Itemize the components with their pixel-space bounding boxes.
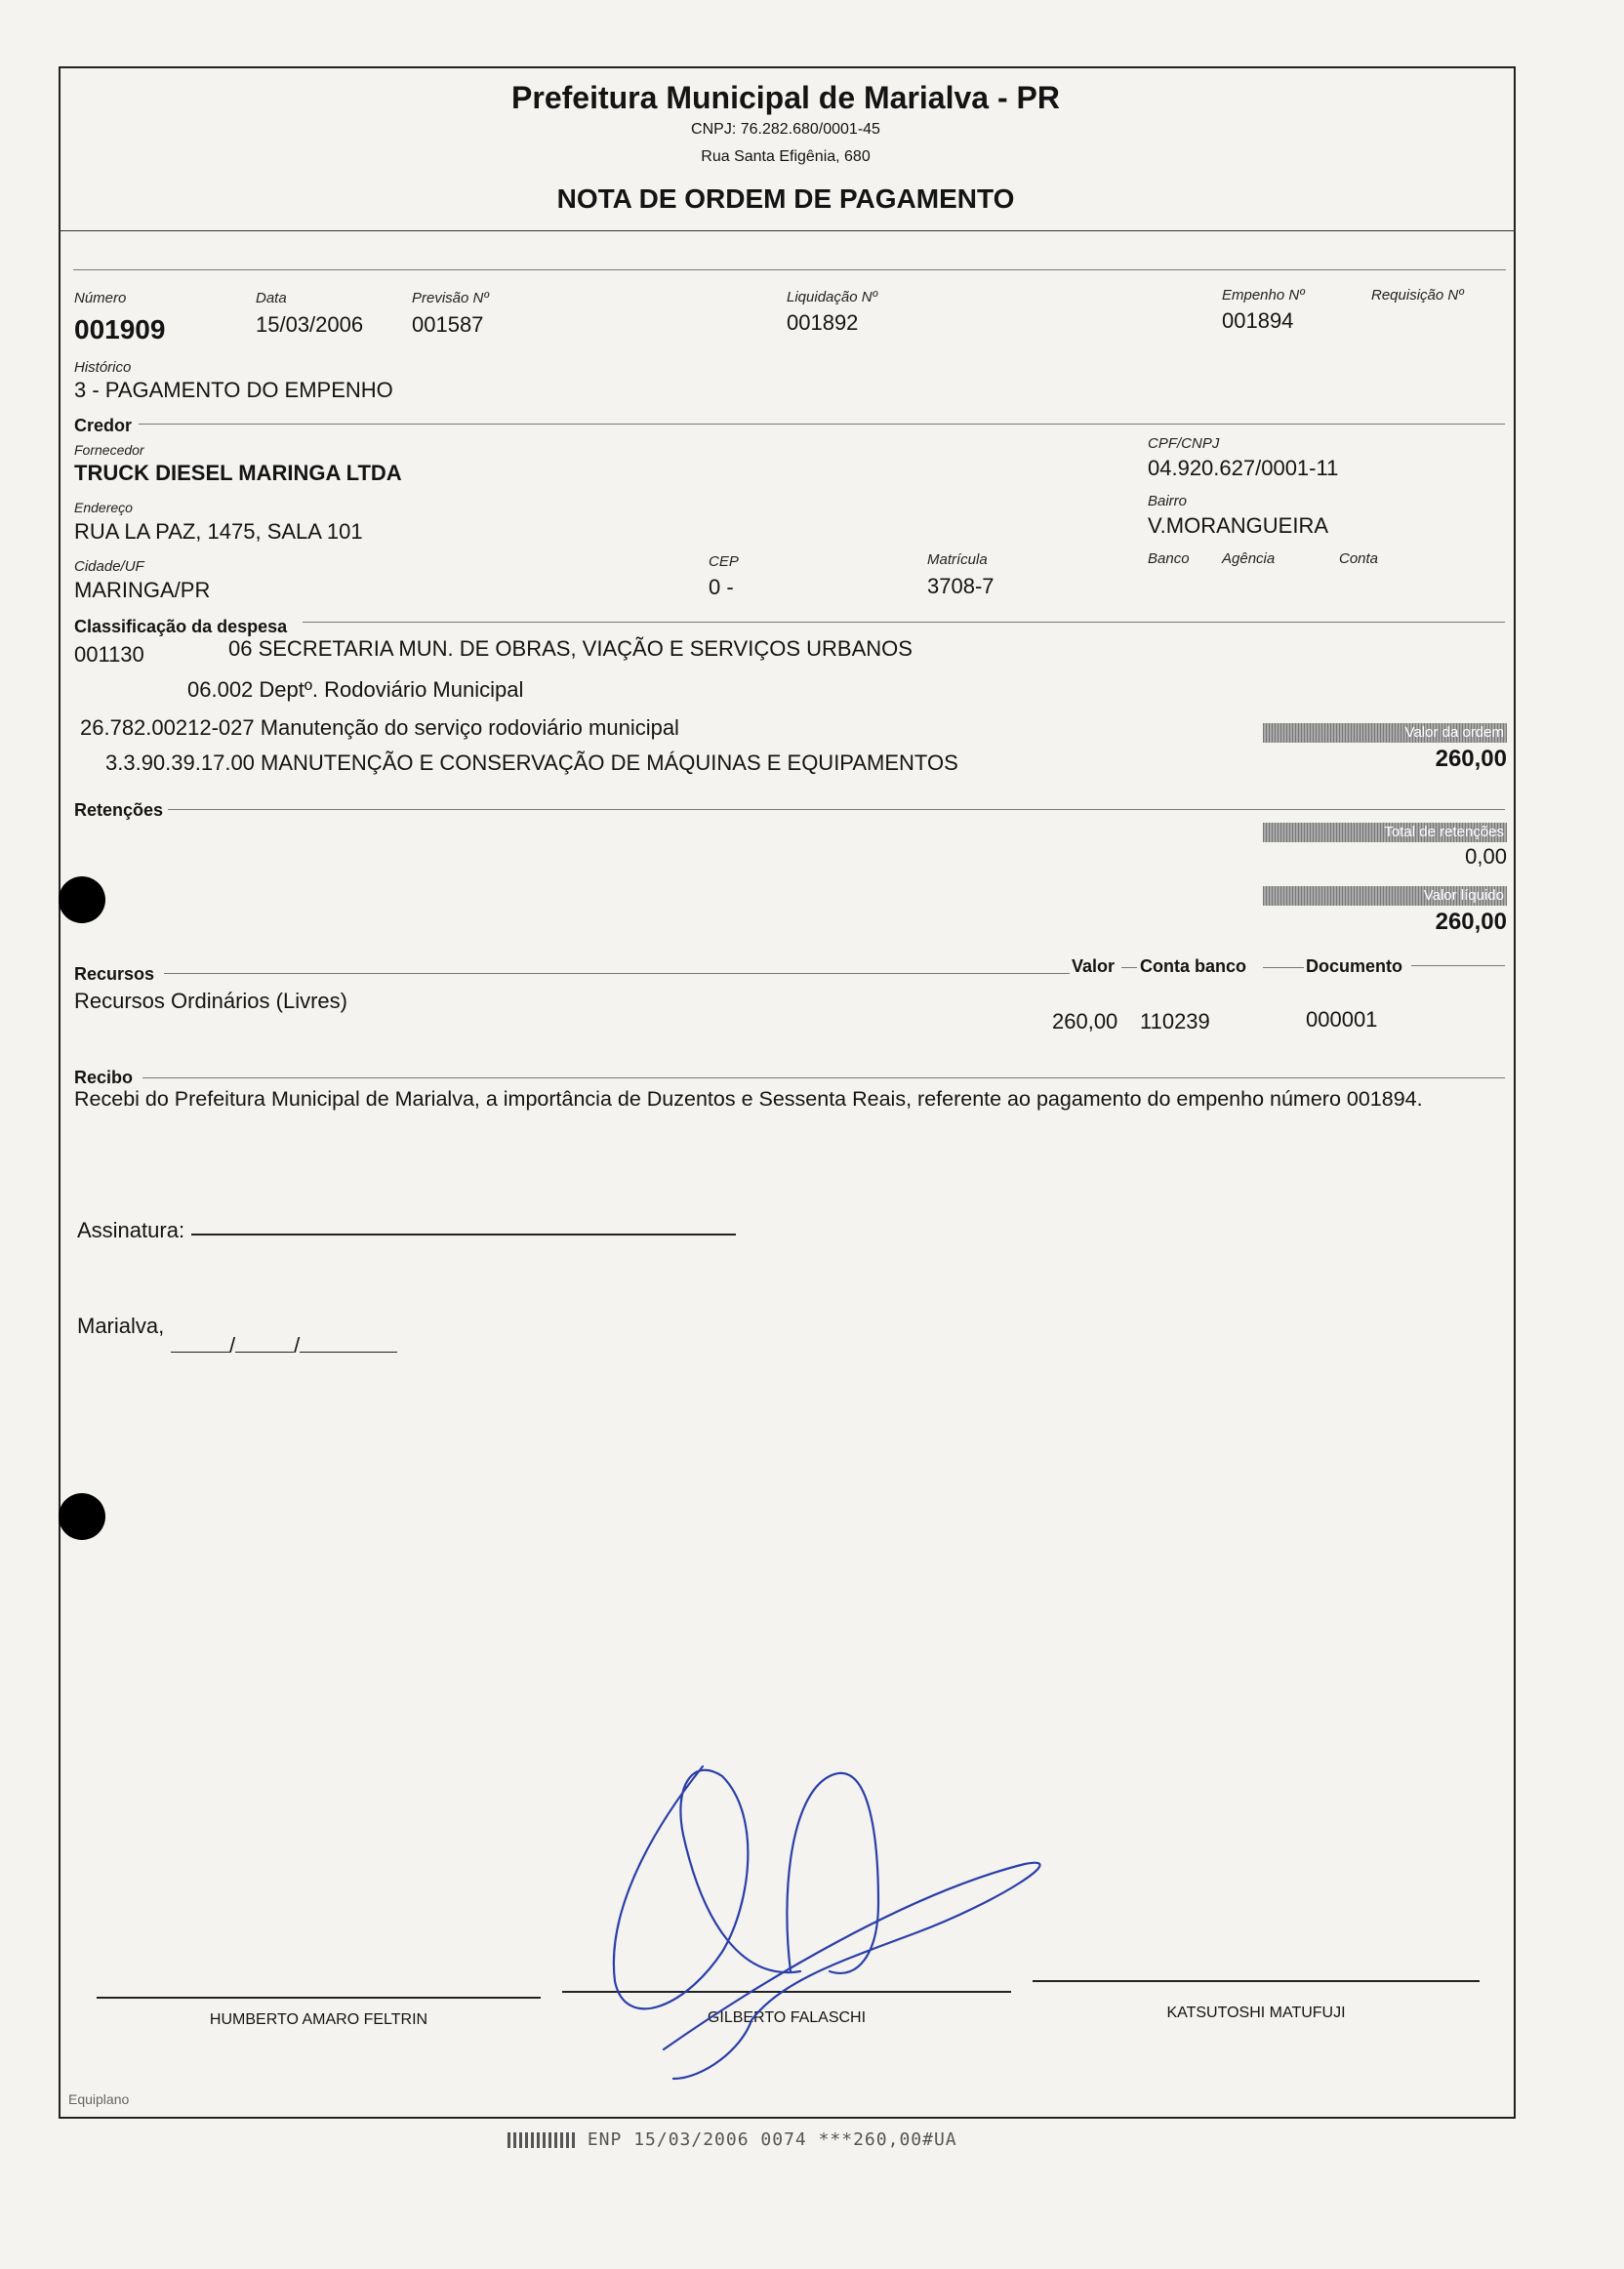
signatory-2-name: GILBERTO FALASCHI — [707, 2009, 867, 2026]
data-label: Data — [256, 290, 287, 306]
stamp-mark — [508, 2132, 576, 2148]
recursos-documento: 000001 — [1306, 1007, 1378, 1032]
valor-liquido-label: Valor líquido — [1263, 886, 1507, 906]
signatory-1-name: HUMBERTO AMARO FELTRIN — [209, 2011, 428, 2028]
document-title: NOTA DE ORDEM DE PAGAMENTO — [556, 183, 1015, 214]
recursos-conta-label: Conta banco — [1140, 956, 1247, 976]
matricula-label: Matrícula — [927, 551, 988, 568]
recursos-divider — [1121, 967, 1137, 968]
credor-divider — [139, 424, 1505, 425]
numero-label: Número — [74, 290, 127, 306]
software-footer: Equiplano — [68, 2091, 130, 2107]
bank-stamp — [508, 2129, 1113, 2150]
liquidacao-label: Liquidação Nº — [787, 289, 878, 305]
liquidacao-value: 001892 — [787, 310, 859, 335]
fields-divider — [73, 269, 1506, 270]
signature-line — [97, 1997, 541, 1999]
previsao-value: 001587 — [412, 312, 484, 337]
date-blank-line: / / — [171, 1333, 397, 1358]
org-cnpj: CNPJ: 76.282.680/0001-45 — [691, 121, 880, 138]
retencoes-total-value: 0,00 — [1465, 844, 1507, 869]
punch-hole — [59, 1493, 105, 1540]
agencia-label: Agência — [1222, 550, 1276, 567]
assinatura-line — [191, 1234, 736, 1236]
matricula-value: 3708-7 — [927, 574, 995, 598]
empenho-value: 001894 — [1222, 308, 1294, 333]
classificacao-unidade: 06.002 Deptº. Rodoviário Municipal — [187, 677, 524, 702]
recursos-divider — [1411, 965, 1505, 966]
classificacao-divider — [303, 622, 1505, 623]
cpf-value: 04.920.627/0001-11 — [1148, 456, 1339, 480]
endereco-label: Endereço — [74, 500, 133, 515]
bank-stamp-text: ENP 15/03/2006 0074 ***260,00#UA — [587, 2129, 957, 2150]
retencoes-divider — [168, 809, 1505, 810]
classificacao-funcional: 26.782.00212-027 Manutenção do serviço rodoviário municipal — [80, 715, 679, 740]
cpf-label: CPF/CNPJ — [1148, 435, 1220, 452]
handwritten-signature — [586, 1757, 1054, 2088]
punch-hole — [59, 876, 105, 923]
classificacao-orgao: 06 SECRETARIA MUN. DE OBRAS, VIAÇÃO E SERVIÇOS URBANOS — [228, 636, 913, 661]
retencoes-section: Retenções — [74, 800, 164, 820]
recibo-section: Recibo — [74, 1068, 134, 1087]
cidade-label: Cidade/UF — [74, 558, 144, 575]
assinatura-label: Assinatura: — [77, 1218, 185, 1242]
valor-liquido-value: 260,00 — [1435, 909, 1507, 935]
header-divider — [59, 230, 1516, 231]
requisicao-label: Requisição Nº — [1371, 287, 1464, 304]
org-address: Rua Santa Efigênia, 680 — [701, 148, 871, 165]
classificacao-section: Classificação da despesa — [74, 617, 288, 636]
endereco-value: RUA LA PAZ, 1475, SALA 101 — [74, 519, 363, 544]
recibo-divider — [142, 1077, 1505, 1078]
numero-value: 001909 — [74, 314, 166, 344]
classificacao-elemento: 3.3.90.39.17.00 MANUTENÇÃO E CONSERVAÇÃO DE MÁQUINAS E EQUIPAMENTOS — [105, 750, 958, 775]
empenho-label: Empenho Nº — [1222, 287, 1305, 304]
data-value: 15/03/2006 — [256, 312, 364, 337]
local-label: Marialva, — [77, 1314, 165, 1338]
recursos-conta: 110239 — [1140, 1009, 1210, 1033]
signature-line — [1033, 1980, 1480, 1982]
recursos-documento-label: Documento — [1306, 956, 1402, 976]
fornecedor-label: Fornecedor — [74, 442, 144, 458]
conta-label: Conta — [1339, 550, 1379, 567]
org-title: Prefeitura Municipal de Marialva - PR — [511, 80, 1060, 115]
retencoes-total-label: Total de retenções — [1263, 823, 1507, 842]
cep-label: CEP — [709, 553, 739, 570]
recibo-text: Recebi do Prefeitura Municipal de Marialva, a importância de Duzentos e Sessenta Reais, referente ao pagamento do empenho número 001894. — [74, 1087, 1423, 1111]
credor-section: Credor — [74, 416, 133, 435]
historico-value: 3 - PAGAMENTO DO EMPENHO — [74, 378, 393, 402]
banco-label: Banco — [1148, 550, 1190, 567]
cidade-value: MARINGA/PR — [74, 578, 211, 602]
fornecedor-value: TRUCK DIESEL MARINGA LTDA — [74, 461, 402, 485]
bairro-label: Bairro — [1148, 493, 1188, 509]
classificacao-code: 001130 — [74, 642, 144, 667]
recursos-divider — [1263, 967, 1304, 968]
recursos-valor: 260,00 — [1052, 1009, 1118, 1033]
previsao-label: Previsão Nº — [412, 290, 489, 306]
bairro-value: V.MORANGUEIRA — [1148, 513, 1329, 538]
signatory-3-name: KATSUTOSHI MATUFUJI — [1166, 2005, 1346, 2021]
recursos-divider — [164, 973, 1070, 974]
recursos-section: Recursos — [74, 964, 155, 984]
recursos-valor-label: Valor — [1072, 956, 1116, 976]
valor-ordem-value: 260,00 — [1435, 746, 1507, 772]
recursos-desc: Recursos Ordinários (Livres) — [74, 989, 347, 1013]
cep-value: 0 - — [709, 575, 734, 599]
valor-ordem-label: Valor da ordem — [1263, 723, 1507, 743]
historico-label: Histórico — [74, 359, 132, 376]
